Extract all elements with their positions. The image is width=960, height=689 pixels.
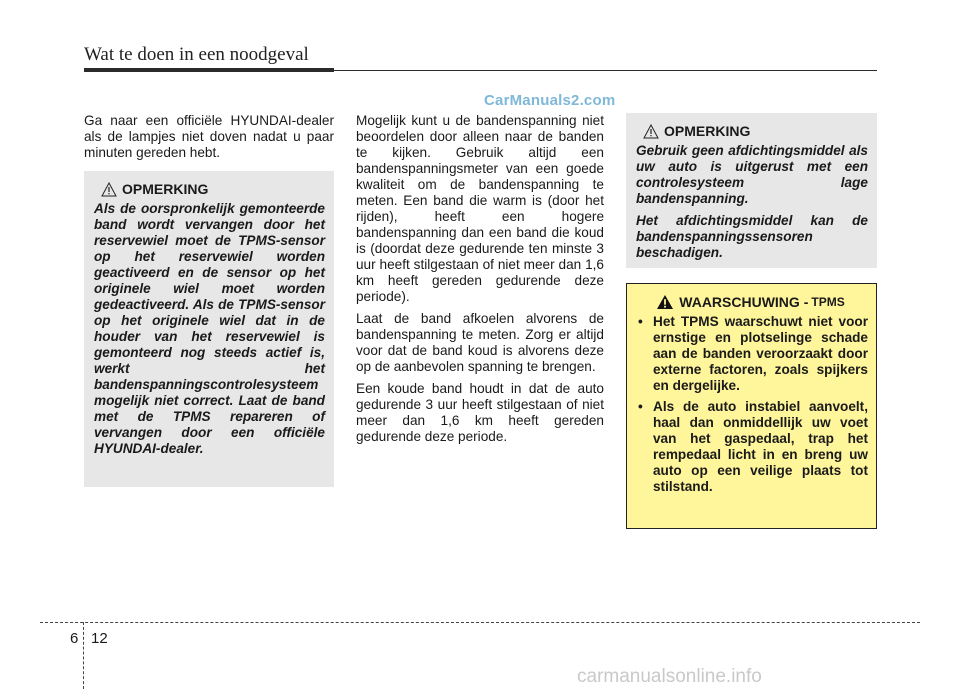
warning-item — [633, 314, 868, 394]
note-text: Het afdichtingsmiddel kan de bandenspanningssensoren beschadigen. — [636, 213, 868, 260]
note-text: Gebruik geen afdichtingsmiddel als uw auto is uitgerust met een controlesysteem lage bandenspanning. — [636, 143, 868, 206]
note-title: OPMERKING — [122, 181, 209, 197]
body-paragraph: Mogelijk kunt u de bandenspanning niet beoordelen door alleen naar de banden te kijken. Gebruik altijd een bandenspanningsmeter van een goede kwaliteit om de bandenspanning te meten. Een band die warm is (door het rijden), heeft een hogere bandenspanning dan een band die koud is (doordat deze gedurende ten minste 3 uur heeft stilgestaan of niet meer dan 1,6 km heeft gereden gedurende deze periode). — [356, 113, 604, 304]
watermark-bottom: carmanualsonline.info — [577, 666, 762, 687]
column-1 — [84, 113, 334, 167]
column-2 — [356, 113, 604, 451]
warning-triangle-filled-icon — [656, 294, 674, 310]
note-box-left — [84, 171, 334, 487]
warning-title-suffix: TPMS — [811, 295, 845, 309]
footer-dashed-rule — [40, 622, 920, 623]
watermark-top: CarManuals2.com — [484, 92, 616, 109]
page-header-title: Wat te doen in een noodgeval — [84, 44, 309, 65]
body-paragraph: Ga naar een officiële HYUNDAI-dealer als de lampjes niet doven nadat u paar minuten gereden hebt. — [84, 113, 334, 160]
warning-item-text: Het TPMS waarschuwt niet voor ernstige en plotselinge schade aan de banden veroorzaakt door externe factoren, zoals spijkers en dergelijke. — [653, 314, 868, 393]
note-title: OPMERKING — [664, 123, 751, 139]
note-text: Als de oorspronkelijk gemonteerde band wordt vervangen door het reservewiel moet de TPMS-sensor op het reservewiel worden geactiveerd en de sensor op het originele wiel moet worden gedeactiveerd. Als de TPMS-sensor op het originele wiel dat in de houder van het reservewiel is gemonteerd nog steeds actief is, werkt het bandenspanningscontrolesysteem mogelijk niet correct. Laat de band met de TPMS repareren of vervangen door een officiële HYUNDAI-dealer. — [94, 201, 325, 456]
page-number: 12 — [91, 630, 108, 647]
warning-item — [633, 399, 868, 495]
body-paragraph: Een koude band houdt in dat de auto gedurende 3 uur heeft stilgestaan of niet meer dan 1,6 km heeft gereden gedurende deze periode. — [356, 381, 604, 444]
body-paragraph: Laat de band afkoelen alvorens de bandenspanning te meten. Zorg er altijd voor dat de band koud is alvorens deze op de aanbevolen spanning te brengen. — [356, 311, 604, 374]
header-rule-thin — [334, 70, 877, 71]
warning-box — [626, 283, 877, 529]
note-box-right — [626, 113, 877, 268]
caution-triangle-outline-icon — [101, 182, 117, 197]
warning-list — [633, 314, 868, 495]
header-rule-thick — [84, 68, 334, 72]
caution-triangle-outline-icon — [643, 124, 659, 139]
note-box-header — [101, 181, 325, 197]
page-section-number: 6 — [70, 630, 79, 647]
note-box-header — [643, 123, 868, 139]
warning-item-text: Als de auto instabiel aanvoelt, haal dan onmiddellijk uw voet van het gaspedaal, trap het rempedaal licht in en breng uw auto op een veilige plaats tot stilstand. — [653, 399, 868, 494]
warning-title: WAARSCHUWING - — [679, 294, 809, 310]
footer-dashed-divider — [83, 622, 84, 689]
bullet: • — [638, 314, 643, 329]
bullet: • — [638, 399, 643, 414]
warning-header — [633, 294, 868, 310]
